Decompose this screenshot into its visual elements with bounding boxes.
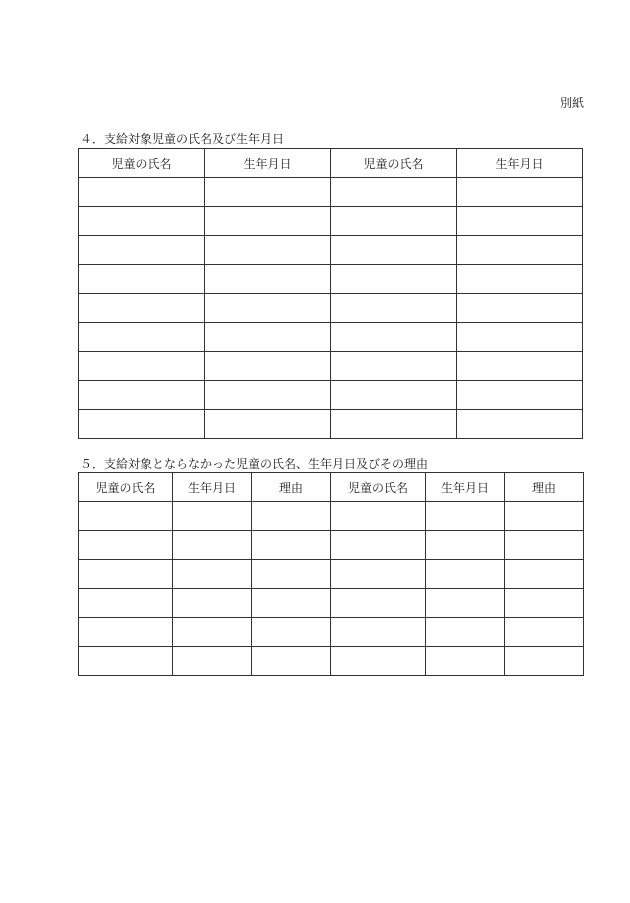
table-row	[79, 531, 584, 560]
section-5-cell[interactable]	[173, 502, 252, 531]
section-5-cell[interactable]	[505, 618, 584, 647]
table-row	[79, 352, 583, 381]
table-row	[79, 647, 584, 676]
table-header-row	[79, 149, 583, 178]
section-4-rows	[79, 178, 583, 439]
header-birth-date: 生年月日	[173, 473, 252, 502]
section-4-cell[interactable]	[205, 381, 331, 410]
section-5-cell[interactable]	[426, 618, 505, 647]
section-4-title: ４．支給対象児童の氏名及び生年月日	[80, 132, 285, 146]
section-5-cell[interactable]	[79, 502, 173, 531]
header-child-name: 児童の氏名	[331, 473, 426, 502]
table-row	[79, 207, 583, 236]
header-child-name: 児童の氏名	[79, 473, 173, 502]
section-5-title: ５．支給対象とならなかった児童の氏名、生年月日及びその理由	[80, 457, 429, 471]
section-4-cell[interactable]	[331, 265, 457, 294]
section-5-cell[interactable]	[79, 560, 173, 589]
section-5-cell[interactable]	[331, 531, 426, 560]
section-5-cell[interactable]	[426, 647, 505, 676]
header-child-name: 児童の氏名	[79, 149, 205, 178]
section-4-cell[interactable]	[331, 352, 457, 381]
section-5-rows	[79, 502, 584, 676]
section-4-cell[interactable]	[457, 236, 583, 265]
header-reason: 理由	[505, 473, 584, 502]
section-5-table	[78, 472, 584, 676]
section-4-cell[interactable]	[205, 265, 331, 294]
section-4-cell[interactable]	[331, 178, 457, 207]
section-5-cell[interactable]	[505, 589, 584, 618]
section-4-cell[interactable]	[205, 323, 331, 352]
section-4-cell[interactable]	[331, 294, 457, 323]
section-4-cell[interactable]	[457, 323, 583, 352]
section-4-cell[interactable]	[457, 294, 583, 323]
table-row	[79, 618, 584, 647]
header-birth-date: 生年月日	[426, 473, 505, 502]
section-4-cell[interactable]	[79, 207, 205, 236]
table-row	[79, 236, 583, 265]
section-4-cell[interactable]	[457, 352, 583, 381]
section-4-cell[interactable]	[79, 323, 205, 352]
section-4-cell[interactable]	[205, 352, 331, 381]
section-5-cell[interactable]	[426, 560, 505, 589]
section-4-cell[interactable]	[205, 178, 331, 207]
section-5-cell[interactable]	[252, 618, 331, 647]
section-5-cell[interactable]	[173, 531, 252, 560]
section-5-cell[interactable]	[252, 502, 331, 531]
section-5-cell[interactable]	[252, 560, 331, 589]
header-child-name: 児童の氏名	[331, 149, 457, 178]
section-4-cell[interactable]	[331, 381, 457, 410]
section-5-cell[interactable]	[173, 618, 252, 647]
section-5-cell[interactable]	[331, 589, 426, 618]
section-4-cell[interactable]	[205, 207, 331, 236]
section-4-cell[interactable]	[457, 178, 583, 207]
header-reason: 理由	[252, 473, 331, 502]
header-birth-date: 生年月日	[205, 149, 331, 178]
section-5-cell[interactable]	[331, 560, 426, 589]
section-4-cell[interactable]	[331, 410, 457, 439]
section-5-cell[interactable]	[505, 531, 584, 560]
table-row	[79, 502, 584, 531]
section-5-cell[interactable]	[79, 531, 173, 560]
section-4-cell[interactable]	[457, 265, 583, 294]
section-4-cell[interactable]	[79, 352, 205, 381]
section-5-cell[interactable]	[331, 647, 426, 676]
section-5-cell[interactable]	[426, 531, 505, 560]
table-row	[79, 589, 584, 618]
section-4-cell[interactable]	[457, 207, 583, 236]
section-4-cell[interactable]	[331, 323, 457, 352]
section-5-cell[interactable]	[252, 531, 331, 560]
header-birth-date: 生年月日	[457, 149, 583, 178]
section-5-cell[interactable]	[173, 560, 252, 589]
section-5-cell[interactable]	[331, 618, 426, 647]
table-row	[79, 323, 583, 352]
section-4-cell[interactable]	[205, 410, 331, 439]
table-row	[79, 294, 583, 323]
section-4-cell[interactable]	[79, 294, 205, 323]
section-5-cell[interactable]	[252, 589, 331, 618]
table-row	[79, 265, 583, 294]
section-5-cell[interactable]	[331, 502, 426, 531]
section-4-cell[interactable]	[79, 236, 205, 265]
table-row	[79, 560, 584, 589]
section-5-cell[interactable]	[79, 589, 173, 618]
attachment-label: 別紙	[559, 96, 584, 110]
section-5-cell[interactable]	[79, 647, 173, 676]
section-5-cell[interactable]	[505, 502, 584, 531]
section-4-cell[interactable]	[205, 294, 331, 323]
section-5-cell[interactable]	[426, 502, 505, 531]
section-5-cell[interactable]	[79, 618, 173, 647]
table-header-row	[79, 473, 584, 502]
section-4-cell[interactable]	[457, 381, 583, 410]
section-4-cell[interactable]	[205, 236, 331, 265]
section-4-cell[interactable]	[79, 381, 205, 410]
section-4-cell[interactable]	[331, 236, 457, 265]
section-4-table	[78, 148, 583, 439]
section-5-cell[interactable]	[252, 647, 331, 676]
section-4-cell[interactable]	[79, 178, 205, 207]
table-row	[79, 178, 583, 207]
section-5-cell[interactable]	[505, 560, 584, 589]
table-row	[79, 381, 583, 410]
section-5-cell[interactable]	[505, 647, 584, 676]
section-4-cell[interactable]	[79, 410, 205, 439]
section-5-cell[interactable]	[173, 647, 252, 676]
section-4-cell[interactable]	[457, 410, 583, 439]
section-5-cell[interactable]	[426, 589, 505, 618]
section-4-cell[interactable]	[79, 265, 205, 294]
section-5-cell[interactable]	[173, 589, 252, 618]
section-4-cell[interactable]	[331, 207, 457, 236]
table-row	[79, 410, 583, 439]
